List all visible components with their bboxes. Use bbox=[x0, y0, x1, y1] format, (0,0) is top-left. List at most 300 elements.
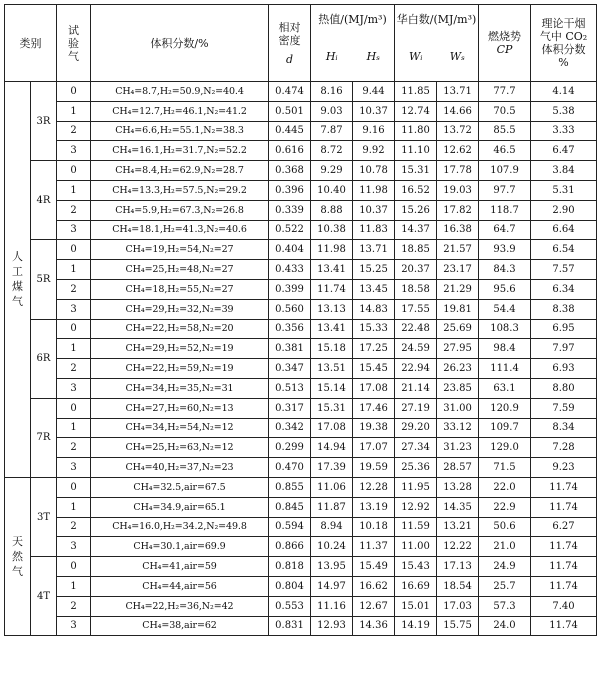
ws-cell: 27.95 bbox=[437, 339, 479, 359]
hi-cell: 15.14 bbox=[311, 378, 353, 398]
header-co2: 理论干烟 气中 CO₂ 体积分数 % bbox=[531, 5, 597, 82]
table-header bbox=[5, 5, 597, 82]
density-cell: 0.594 bbox=[269, 517, 311, 537]
co2-cell: 11.74 bbox=[531, 576, 597, 596]
ws-cell: 17.03 bbox=[437, 596, 479, 616]
hi-cell: 12.93 bbox=[311, 616, 353, 636]
density-cell: 0.616 bbox=[269, 141, 311, 161]
co2-cell: 6.95 bbox=[531, 319, 597, 339]
test-gas-cell: 0 bbox=[57, 319, 91, 339]
wi-cell: 12.74 bbox=[395, 101, 437, 121]
wi-cell: 29.20 bbox=[395, 418, 437, 438]
gas-properties-table bbox=[4, 4, 597, 636]
cp-cell: 71.5 bbox=[479, 458, 531, 478]
co2-cell: 5.31 bbox=[531, 180, 597, 200]
co2-cell: 7.57 bbox=[531, 260, 597, 280]
wi-cell: 25.36 bbox=[395, 458, 437, 478]
density-cell: 0.399 bbox=[269, 279, 311, 299]
hi-cell: 11.16 bbox=[311, 596, 353, 616]
test-gas-cell: 0 bbox=[57, 557, 91, 577]
cp-cell: 24.0 bbox=[479, 616, 531, 636]
cp-cell: 64.7 bbox=[479, 220, 531, 240]
table-row bbox=[5, 418, 597, 438]
test-gas-cell: 2 bbox=[57, 359, 91, 379]
hi-cell: 9.29 bbox=[311, 161, 353, 181]
cp-cell: 118.7 bbox=[479, 200, 531, 220]
composition-cell: CH₄=6.6,H₂=55.1,N₂=38.3 bbox=[91, 121, 269, 141]
hs-cell: 11.83 bbox=[353, 220, 395, 240]
hi-cell: 9.03 bbox=[311, 101, 353, 121]
wi-cell: 22.94 bbox=[395, 359, 437, 379]
table-row bbox=[5, 121, 597, 141]
hi-cell: 10.38 bbox=[311, 220, 353, 240]
table-row bbox=[5, 220, 597, 240]
table-row bbox=[5, 180, 597, 200]
table-row bbox=[5, 616, 597, 636]
co2-cell: 8.80 bbox=[531, 378, 597, 398]
cp-cell: 111.4 bbox=[479, 359, 531, 379]
hi-cell: 14.97 bbox=[311, 576, 353, 596]
table-row bbox=[5, 557, 597, 577]
wi-cell: 17.55 bbox=[395, 299, 437, 319]
cp-cell: 50.6 bbox=[479, 517, 531, 537]
wi-cell: 27.34 bbox=[395, 438, 437, 458]
ws-cell: 19.81 bbox=[437, 299, 479, 319]
hs-cell: 10.37 bbox=[353, 101, 395, 121]
group-label: 6R bbox=[31, 319, 57, 398]
ws-cell: 13.28 bbox=[437, 477, 479, 497]
hs-cell: 17.08 bbox=[353, 378, 395, 398]
co2-cell: 11.74 bbox=[531, 477, 597, 497]
hi-cell: 10.40 bbox=[311, 180, 353, 200]
composition-cell: CH₄=34,H₂=35,N₂=31 bbox=[91, 378, 269, 398]
hs-cell: 14.83 bbox=[353, 299, 395, 319]
wi-cell: 12.92 bbox=[395, 497, 437, 517]
density-cell: 0.381 bbox=[269, 339, 311, 359]
table-row bbox=[5, 240, 597, 260]
table-row bbox=[5, 161, 597, 181]
composition-cell: CH₄=40,H₂=37,N₂=23 bbox=[91, 458, 269, 478]
table-row bbox=[5, 477, 597, 497]
hs-cell: 15.45 bbox=[353, 359, 395, 379]
wi-cell: 15.43 bbox=[395, 557, 437, 577]
header-wobbe: 华白数/(MJ/m³) Wᵢ Wₛ bbox=[395, 5, 479, 82]
co2-cell: 6.34 bbox=[531, 279, 597, 299]
cp-cell: 129.0 bbox=[479, 438, 531, 458]
ws-cell: 12.22 bbox=[437, 537, 479, 557]
header-composition: 体积分数/% bbox=[91, 5, 269, 82]
wi-cell: 24.59 bbox=[395, 339, 437, 359]
density-cell: 0.347 bbox=[269, 359, 311, 379]
table-row bbox=[5, 517, 597, 537]
table-row bbox=[5, 101, 597, 121]
ws-cell: 12.62 bbox=[437, 141, 479, 161]
test-gas-cell: 0 bbox=[57, 161, 91, 181]
ws-cell: 13.71 bbox=[437, 82, 479, 102]
cp-cell: 120.9 bbox=[479, 398, 531, 418]
co2-cell: 2.90 bbox=[531, 200, 597, 220]
hi-cell: 17.39 bbox=[311, 458, 353, 478]
hs-cell: 13.45 bbox=[353, 279, 395, 299]
density-cell: 0.342 bbox=[269, 418, 311, 438]
composition-cell: CH₄=32.5,air=67.5 bbox=[91, 477, 269, 497]
wi-cell: 22.48 bbox=[395, 319, 437, 339]
ws-cell: 18.54 bbox=[437, 576, 479, 596]
header-hs: Hₛ bbox=[366, 50, 380, 63]
cp-cell: 109.7 bbox=[479, 418, 531, 438]
composition-cell: CH₄=25,H₂=48,N₂=27 bbox=[91, 260, 269, 280]
table-row bbox=[5, 378, 597, 398]
header-test-gas: 试 验 气 bbox=[57, 5, 91, 82]
cp-cell: 63.1 bbox=[479, 378, 531, 398]
header-hi: Hᵢ bbox=[325, 50, 338, 63]
hi-cell: 13.41 bbox=[311, 260, 353, 280]
test-gas-cell: 2 bbox=[57, 121, 91, 141]
test-gas-cell: 3 bbox=[57, 458, 91, 478]
hi-cell: 13.41 bbox=[311, 319, 353, 339]
wi-cell: 11.10 bbox=[395, 141, 437, 161]
cp-cell: 46.5 bbox=[479, 141, 531, 161]
wi-cell: 15.26 bbox=[395, 200, 437, 220]
density-cell: 0.356 bbox=[269, 319, 311, 339]
table-row bbox=[5, 319, 597, 339]
ws-cell: 23.85 bbox=[437, 378, 479, 398]
table-row bbox=[5, 398, 597, 418]
wi-cell: 11.59 bbox=[395, 517, 437, 537]
composition-cell: CH₄=12.7,H₂=46.1,N₂=41.2 bbox=[91, 101, 269, 121]
ws-cell: 14.66 bbox=[437, 101, 479, 121]
hs-cell: 15.25 bbox=[353, 260, 395, 280]
hs-cell: 17.07 bbox=[353, 438, 395, 458]
hi-cell: 13.95 bbox=[311, 557, 353, 577]
table-row bbox=[5, 141, 597, 161]
hi-cell: 11.98 bbox=[311, 240, 353, 260]
table-row bbox=[5, 438, 597, 458]
table-row bbox=[5, 82, 597, 102]
ws-cell: 17.82 bbox=[437, 200, 479, 220]
cp-cell: 70.5 bbox=[479, 101, 531, 121]
density-cell: 0.845 bbox=[269, 497, 311, 517]
hi-cell: 17.08 bbox=[311, 418, 353, 438]
test-gas-cell: 3 bbox=[57, 141, 91, 161]
hs-cell: 9.16 bbox=[353, 121, 395, 141]
wi-cell: 15.01 bbox=[395, 596, 437, 616]
density-cell: 0.317 bbox=[269, 398, 311, 418]
group-label: 7R bbox=[31, 398, 57, 477]
co2-cell: 8.38 bbox=[531, 299, 597, 319]
co2-cell: 6.54 bbox=[531, 240, 597, 260]
density-cell: 0.804 bbox=[269, 576, 311, 596]
hi-cell: 15.18 bbox=[311, 339, 353, 359]
ws-cell: 14.35 bbox=[437, 497, 479, 517]
density-cell: 0.404 bbox=[269, 240, 311, 260]
header-combustion: 燃烧势 CP bbox=[479, 5, 531, 82]
co2-cell: 5.38 bbox=[531, 101, 597, 121]
test-gas-cell: 3 bbox=[57, 299, 91, 319]
group-label: 3R bbox=[31, 82, 57, 161]
composition-cell: CH₄=34.9,air=65.1 bbox=[91, 497, 269, 517]
composition-cell: CH₄=16.0,H₂=34.2,N₂=49.8 bbox=[91, 517, 269, 537]
hi-cell: 10.24 bbox=[311, 537, 353, 557]
test-gas-cell: 0 bbox=[57, 477, 91, 497]
test-gas-cell: 0 bbox=[57, 240, 91, 260]
category-label: 人 工 煤 气 bbox=[5, 82, 31, 478]
cp-cell: 57.3 bbox=[479, 596, 531, 616]
header-wi: Wᵢ bbox=[409, 50, 423, 63]
test-gas-cell: 3 bbox=[57, 220, 91, 240]
hi-cell: 15.31 bbox=[311, 398, 353, 418]
composition-cell: CH₄=41,air=59 bbox=[91, 557, 269, 577]
density-cell: 0.553 bbox=[269, 596, 311, 616]
cp-cell: 93.9 bbox=[479, 240, 531, 260]
table-row bbox=[5, 537, 597, 557]
table-row bbox=[5, 458, 597, 478]
composition-cell: CH₄=34,H₂=54,N₂=12 bbox=[91, 418, 269, 438]
co2-cell: 11.74 bbox=[531, 497, 597, 517]
hi-cell: 11.74 bbox=[311, 279, 353, 299]
hs-cell: 15.49 bbox=[353, 557, 395, 577]
wi-cell: 11.85 bbox=[395, 82, 437, 102]
table-body bbox=[5, 82, 597, 636]
wi-cell: 18.58 bbox=[395, 279, 437, 299]
hs-cell: 10.18 bbox=[353, 517, 395, 537]
wi-cell: 11.95 bbox=[395, 477, 437, 497]
hs-cell: 11.98 bbox=[353, 180, 395, 200]
co2-cell: 7.28 bbox=[531, 438, 597, 458]
hs-cell: 19.59 bbox=[353, 458, 395, 478]
header-heat-value: 热值/(MJ/m³) Hᵢ Hₛ bbox=[311, 5, 395, 82]
table-row bbox=[5, 596, 597, 616]
ws-cell: 33.12 bbox=[437, 418, 479, 438]
composition-cell: CH₄=19,H₂=54,N₂=27 bbox=[91, 240, 269, 260]
density-cell: 0.396 bbox=[269, 180, 311, 200]
co2-cell: 11.74 bbox=[531, 537, 597, 557]
header-density: 相对 密度 d bbox=[269, 5, 311, 82]
hs-cell: 10.78 bbox=[353, 161, 395, 181]
hi-cell: 8.72 bbox=[311, 141, 353, 161]
density-cell: 0.474 bbox=[269, 82, 311, 102]
test-gas-cell: 1 bbox=[57, 180, 91, 200]
group-label: 3T bbox=[31, 477, 57, 556]
wi-cell: 16.69 bbox=[395, 576, 437, 596]
density-cell: 0.513 bbox=[269, 378, 311, 398]
cp-cell: 95.6 bbox=[479, 279, 531, 299]
wi-cell: 20.37 bbox=[395, 260, 437, 280]
hs-cell: 16.62 bbox=[353, 576, 395, 596]
table-row bbox=[5, 200, 597, 220]
hs-cell: 12.28 bbox=[353, 477, 395, 497]
test-gas-cell: 2 bbox=[57, 438, 91, 458]
test-gas-cell: 3 bbox=[57, 537, 91, 557]
density-cell: 0.831 bbox=[269, 616, 311, 636]
hs-cell: 13.71 bbox=[353, 240, 395, 260]
wi-cell: 21.14 bbox=[395, 378, 437, 398]
table-row bbox=[5, 497, 597, 517]
composition-cell: CH₄=27,H₂=60,N₂=13 bbox=[91, 398, 269, 418]
co2-cell: 6.47 bbox=[531, 141, 597, 161]
header-category: 类别 bbox=[5, 5, 57, 82]
table-row bbox=[5, 339, 597, 359]
cp-cell: 22.9 bbox=[479, 497, 531, 517]
composition-cell: CH₄=29,H₂=52,N₂=19 bbox=[91, 339, 269, 359]
hi-cell: 8.94 bbox=[311, 517, 353, 537]
co2-cell: 11.74 bbox=[531, 557, 597, 577]
ws-cell: 21.57 bbox=[437, 240, 479, 260]
test-gas-cell: 2 bbox=[57, 279, 91, 299]
test-gas-cell: 3 bbox=[57, 378, 91, 398]
cp-cell: 24.9 bbox=[479, 557, 531, 577]
hi-cell: 7.87 bbox=[311, 121, 353, 141]
test-gas-cell: 2 bbox=[57, 200, 91, 220]
wi-cell: 14.37 bbox=[395, 220, 437, 240]
cp-cell: 21.0 bbox=[479, 537, 531, 557]
table-row bbox=[5, 359, 597, 379]
ws-cell: 26.23 bbox=[437, 359, 479, 379]
cp-cell: 85.5 bbox=[479, 121, 531, 141]
ws-cell: 13.72 bbox=[437, 121, 479, 141]
test-gas-cell: 1 bbox=[57, 576, 91, 596]
hs-cell: 11.37 bbox=[353, 537, 395, 557]
hs-cell: 17.25 bbox=[353, 339, 395, 359]
header-ws: Wₛ bbox=[449, 50, 465, 63]
wi-cell: 16.52 bbox=[395, 180, 437, 200]
ws-cell: 16.38 bbox=[437, 220, 479, 240]
wi-cell: 27.19 bbox=[395, 398, 437, 418]
density-cell: 0.339 bbox=[269, 200, 311, 220]
category-label: 天 然 气 bbox=[5, 477, 31, 635]
test-gas-cell: 1 bbox=[57, 497, 91, 517]
co2-cell: 7.40 bbox=[531, 596, 597, 616]
ws-cell: 25.69 bbox=[437, 319, 479, 339]
test-gas-cell: 0 bbox=[57, 82, 91, 102]
density-cell: 0.299 bbox=[269, 438, 311, 458]
co2-cell: 7.59 bbox=[531, 398, 597, 418]
density-cell: 0.818 bbox=[269, 557, 311, 577]
hi-cell: 8.16 bbox=[311, 82, 353, 102]
test-gas-cell: 1 bbox=[57, 101, 91, 121]
test-gas-cell: 0 bbox=[57, 398, 91, 418]
composition-cell: CH₄=25,H₂=63,N₂=12 bbox=[91, 438, 269, 458]
group-label: 4T bbox=[31, 557, 57, 636]
test-gas-cell: 2 bbox=[57, 596, 91, 616]
density-cell: 0.368 bbox=[269, 161, 311, 181]
density-cell: 0.433 bbox=[269, 260, 311, 280]
hi-cell: 11.87 bbox=[311, 497, 353, 517]
test-gas-cell: 3 bbox=[57, 616, 91, 636]
test-gas-cell: 2 bbox=[57, 517, 91, 537]
composition-cell: CH₄=8.4,H₂=62.9,N₂=28.7 bbox=[91, 161, 269, 181]
co2-cell: 3.84 bbox=[531, 161, 597, 181]
hs-cell: 13.19 bbox=[353, 497, 395, 517]
hs-cell: 19.38 bbox=[353, 418, 395, 438]
composition-cell: CH₄=18.1,H₂=41.3,N₂=40.6 bbox=[91, 220, 269, 240]
cp-cell: 108.3 bbox=[479, 319, 531, 339]
density-cell: 0.501 bbox=[269, 101, 311, 121]
group-label: 4R bbox=[31, 161, 57, 240]
cp-cell: 97.7 bbox=[479, 180, 531, 200]
ws-cell: 21.29 bbox=[437, 279, 479, 299]
cp-cell: 22.0 bbox=[479, 477, 531, 497]
cp-cell: 54.4 bbox=[479, 299, 531, 319]
density-cell: 0.522 bbox=[269, 220, 311, 240]
wi-cell: 18.85 bbox=[395, 240, 437, 260]
composition-cell: CH₄=16.1,H₂=31.7,N₂=52.2 bbox=[91, 141, 269, 161]
table-row bbox=[5, 576, 597, 596]
density-cell: 0.560 bbox=[269, 299, 311, 319]
co2-cell: 6.93 bbox=[531, 359, 597, 379]
composition-cell: CH₄=8.7,H₂=50.9,N₂=40.4 bbox=[91, 82, 269, 102]
ws-cell: 17.78 bbox=[437, 161, 479, 181]
composition-cell: CH₄=29,H₂=32,N₂=39 bbox=[91, 299, 269, 319]
composition-cell: CH₄=44,air=56 bbox=[91, 576, 269, 596]
hs-cell: 10.37 bbox=[353, 200, 395, 220]
co2-cell: 9.23 bbox=[531, 458, 597, 478]
hi-cell: 8.88 bbox=[311, 200, 353, 220]
co2-cell: 8.34 bbox=[531, 418, 597, 438]
cp-cell: 77.7 bbox=[479, 82, 531, 102]
ws-cell: 23.17 bbox=[437, 260, 479, 280]
co2-cell: 11.74 bbox=[531, 616, 597, 636]
table-row bbox=[5, 299, 597, 319]
group-label: 5R bbox=[31, 240, 57, 319]
cp-cell: 25.7 bbox=[479, 576, 531, 596]
test-gas-cell: 1 bbox=[57, 260, 91, 280]
density-cell: 0.445 bbox=[269, 121, 311, 141]
hs-cell: 9.44 bbox=[353, 82, 395, 102]
hi-cell: 13.13 bbox=[311, 299, 353, 319]
co2-cell: 7.97 bbox=[531, 339, 597, 359]
density-cell: 0.470 bbox=[269, 458, 311, 478]
co2-cell: 3.33 bbox=[531, 121, 597, 141]
composition-cell: CH₄=22,H₂=59,N₂=19 bbox=[91, 359, 269, 379]
wi-cell: 14.19 bbox=[395, 616, 437, 636]
ws-cell: 31.23 bbox=[437, 438, 479, 458]
co2-cell: 4.14 bbox=[531, 82, 597, 102]
wi-cell: 15.31 bbox=[395, 161, 437, 181]
hi-cell: 14.94 bbox=[311, 438, 353, 458]
ws-cell: 19.03 bbox=[437, 180, 479, 200]
hs-cell: 9.92 bbox=[353, 141, 395, 161]
ws-cell: 13.21 bbox=[437, 517, 479, 537]
test-gas-cell: 1 bbox=[57, 418, 91, 438]
ws-cell: 28.57 bbox=[437, 458, 479, 478]
composition-cell: CH₄=30.1,air=69.9 bbox=[91, 537, 269, 557]
composition-cell: CH₄=5.9,H₂=67.3,N₂=26.8 bbox=[91, 200, 269, 220]
co2-cell: 6.27 bbox=[531, 517, 597, 537]
table-row bbox=[5, 260, 597, 280]
composition-cell: CH₄=18,H₂=55,N₂=27 bbox=[91, 279, 269, 299]
composition-cell: CH₄=22,H₂=58,N₂=20 bbox=[91, 319, 269, 339]
wi-cell: 11.00 bbox=[395, 537, 437, 557]
ws-cell: 15.75 bbox=[437, 616, 479, 636]
cp-cell: 84.3 bbox=[479, 260, 531, 280]
ws-cell: 17.13 bbox=[437, 557, 479, 577]
test-gas-cell: 1 bbox=[57, 339, 91, 359]
hs-cell: 14.36 bbox=[353, 616, 395, 636]
cp-cell: 98.4 bbox=[479, 339, 531, 359]
composition-cell: CH₄=13.3,H₂=57.5,N₂=29.2 bbox=[91, 180, 269, 200]
ws-cell: 31.00 bbox=[437, 398, 479, 418]
hi-cell: 11.06 bbox=[311, 477, 353, 497]
hs-cell: 12.67 bbox=[353, 596, 395, 616]
cp-cell: 107.9 bbox=[479, 161, 531, 181]
density-cell: 0.866 bbox=[269, 537, 311, 557]
hs-cell: 17.46 bbox=[353, 398, 395, 418]
co2-cell: 6.64 bbox=[531, 220, 597, 240]
hs-cell: 15.33 bbox=[353, 319, 395, 339]
density-cell: 0.855 bbox=[269, 477, 311, 497]
wi-cell: 11.80 bbox=[395, 121, 437, 141]
